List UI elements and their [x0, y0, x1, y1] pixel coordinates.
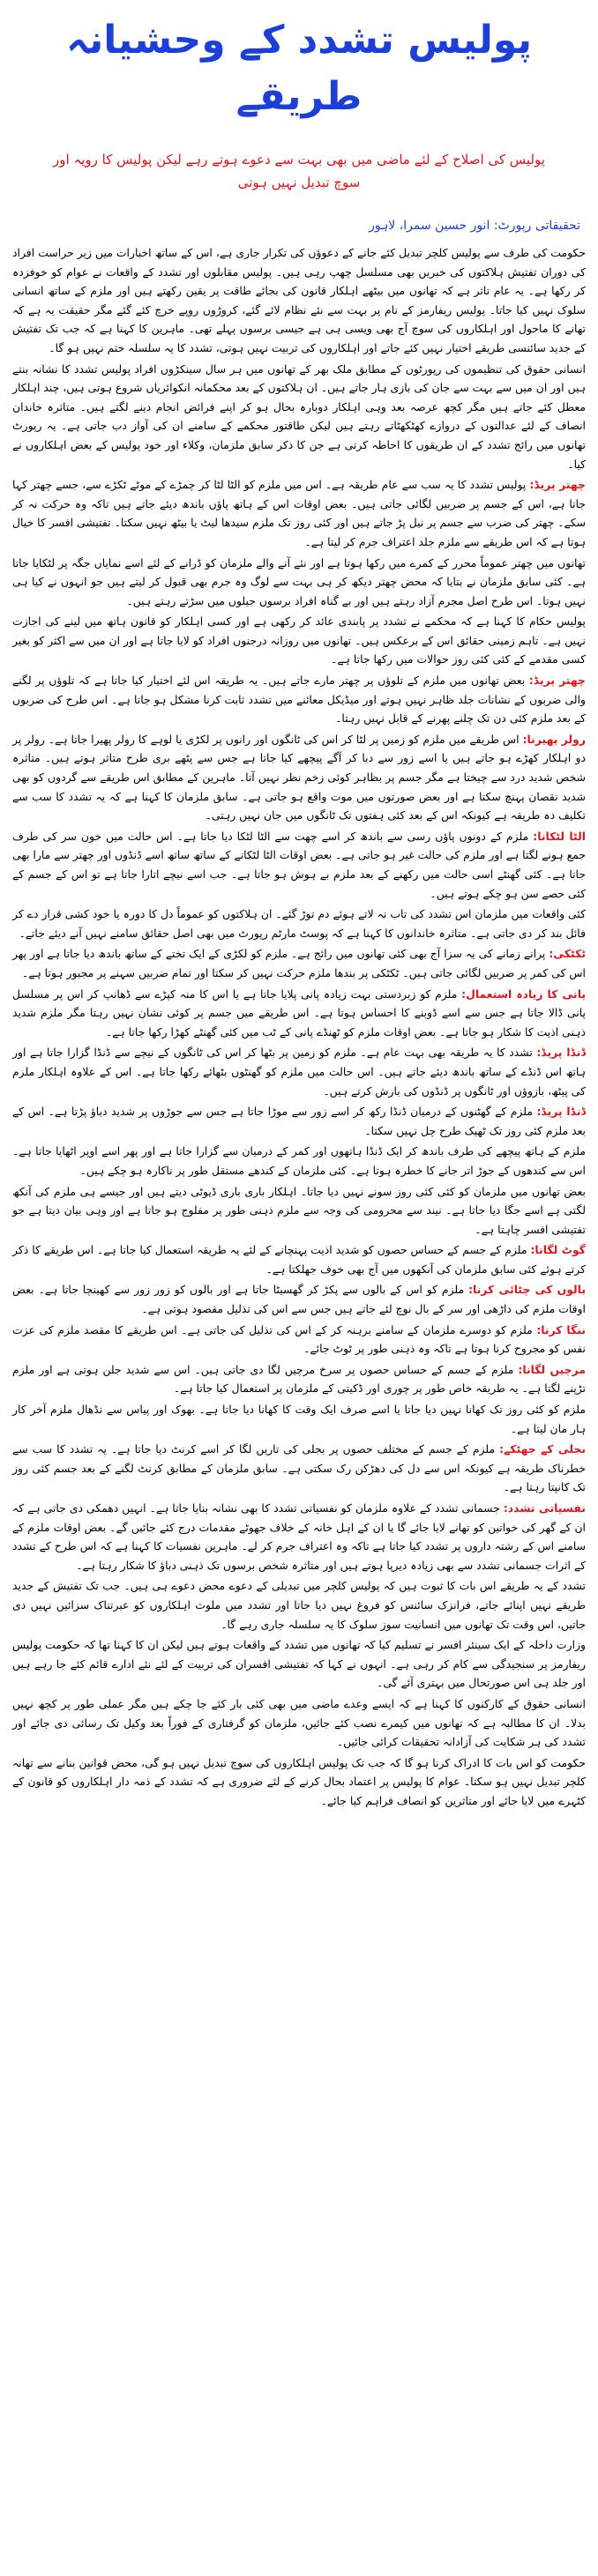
article-body: [12, 243, 586, 1811]
paragraph-text: ملزم کو زبردستی بہت زیادہ پانی پلایا جاتا ہے یا اس کا منہ کپڑے سے ڈھانپ کر اس پر مسلسل پانی ڈالا جاتا ہے جس سے اسے ڈوبنے کا احساس ہوتا ہے۔ اس طریقے میں جسم پر کوئی نشان نہیں رہتا مگر ملزم شدید ذہنی اذیت کا شکار ہو جاتا ہے۔ بعض اوقات ملزم کو ٹھنڈے پانی کے ٹب میں کئی گھنٹے کھڑا رکھا جاتا ہے۔: [12, 986, 586, 1039]
paragraph-text: ملزم کو دوسرے ملزمان کے سامنے برہنہ کر کے اس کی تذلیل کی جاتی ہے۔ اس طریقے کا مقصد ملزم کی عزت نفس کو مجروح کرنا ہوتا ہے تاکہ وہ ذہنی طور پر ٹوٹ جائے۔: [12, 1322, 586, 1356]
paragraph-text: پولیس تشدد کا یہ سب سے عام طریقہ ہے۔ اس میں ملزم کو الٹا لٹا کر چمڑے کے موٹے ٹکڑے سے، جسے چھتر کہا جاتا ہے، اس کے جسم پر ضربیں لگائی جاتی ہیں۔ بعض اوقات اس کے ہاتھ پاؤں باندھ دیئے جاتے ہیں تاکہ وہ حرکت نہ کر سکے۔ چھتر کی ضرب سے جسم پر نیل پڑ جاتے ہیں اور کئی روز تک ملزم سیدھا لیٹ یا بیٹھ نہیں سکتا۔ تفتیشی افسر کا خیال ہوتا ہے کہ اس طریقے سے ملزم جلد اعتراف جرم کر لیتا ہے۔: [12, 478, 586, 548]
section-label: ننگا کرنا:: [536, 1322, 586, 1336]
article-paragraph: [12, 243, 586, 358]
article-byline: تحقیقاتی رپورٹ: انور حسین سمرا، لاہور: [369, 219, 580, 233]
paragraph-text: کئی واقعات میں ملزمان اس تشدد کی تاب نہ لاتے ہوئے دم توڑ گئے۔ ان ہلاکتوں کو عموماً دل کا دورہ یا خود کشی قرار دے کر فائل بند کر دی جاتی ہے۔ متاثرہ خاندانوں کا کہنا ہے کہ پوسٹ مارٹم رپورٹ میں بھی اصل حقائق سامنے نہیں آنے دیئے جاتے۔: [12, 907, 586, 940]
paragraph-text: حکومت کو اس بات کا ادراک کرنا ہو گا کہ جب تک پولیس اہلکاروں کی سوچ تبدیل نہیں ہو گی، محض قوانین بنانے سے تھانہ کلچر تبدیل نہیں ہو سکتا۔ عوام کا پولیس پر اعتماد بحال کرنے کے لئے ضروری ہے کہ تشدد کے ذمہ دار اہلکاروں کو قانون کے کٹہرے میں لایا جائے اور متاثرین کو انصاف فراہم کیا جائے۔: [12, 1755, 586, 1807]
paragraph-text: انسانی حقوق کی تنظیموں کی رپورٹوں کے مطابق ملک بھر کے تھانوں میں ہر سال سینکڑوں افراد پولیس تشدد کا نشانہ بنتے ہیں اور ان میں سے بہت سے جان کی بازی ہار جاتے ہیں۔ ان ہلاکتوں کے بعد محکمانہ انکوائریاں شروع ہوتی ہیں، چند اہلکار معطل کئے جاتے ہیں مگر کچھ عرصہ بعد وہی اہلکار دوبارہ بحال ہو کر اپنے فرائض انجام دینے لگتے ہیں۔ متاثرہ خاندان انصاف کے لئے عدالتوں کے دروازے کھٹکھٹاتے رہتے ہیں لیکن طاقتور محکمے کے سامنے ان کی آواز دب جاتی ہے۔ یہ رپورٹ تھانوں میں رائج تشدد کے ان طریقوں کا احاطہ کرتی ہے جن کا ذکر سابق ملزمان، وکلاء اور خود پولیس کے بعض اہلکاروں نے کیا۔: [12, 361, 586, 471]
article-paragraph: [12, 1142, 586, 1180]
article-paragraph: [12, 1400, 586, 1438]
section-label: نفسیاتی تشدد:: [503, 1501, 586, 1515]
article-paragraph: [12, 1440, 586, 1497]
section-label: الٹا لٹکانا:: [533, 829, 587, 843]
section-label: چھتر پریڈ:: [528, 674, 586, 688]
article-paragraph: [12, 1321, 586, 1359]
section-label: بجلی کے جھٹکے:: [499, 1442, 587, 1456]
article-paragraph: [12, 612, 586, 669]
paragraph-text: تھانوں میں چھتر عموماً محرر کے کمرے میں رکھا ہوتا ہے اور نئے آنے والے ملزمان کو ڈرانے کے لئے اسے نمایاں جگہ پر لٹکایا جاتا ہے۔ کئی سابق ملزمان نے بتایا کہ محض چھتر دیکھ کر ہی بہت سے لوگ وہ جرم بھی قبول کر لیتے ہیں جو انہوں نے کیا ہی نہیں ہوتا۔ اس طرح اصل مجرم آزاد رہتے ہیں اور بے گناہ افراد برسوں جیلوں میں سڑتے رہتے ہیں۔: [12, 555, 586, 607]
article-paragraph: [12, 1694, 586, 1752]
article-paragraph: [12, 1499, 586, 1575]
paragraph-text: ملزم کے دونوں پاؤں رسی سے باندھ کر اسے چھت سے الٹا لٹکا دیا جاتا ہے۔ اس حالت میں خون سر کی طرف جمع ہونے لگتا ہے اور ملزم کی حالت غیر ہو جاتی ہے۔ بعض اوقات الٹا لٹکانے کے ساتھ ساتھ اسے ڈنڈوں اور چھتر سے مارا بھی جاتا ہے۔ کئی گھنٹے اسی حالت میں رکھنے کے بعد ملزم بے ہوش ہو جاتا ہے۔ جب اسے نیچے اتارا جاتا ہے تو اس کے جسم کے کئی حصے سن ہو چکے ہوتے ہیں۔: [12, 829, 586, 900]
paragraph-text: ملزم کے جسم کے حساس حصوں کو شدید اذیت پہنچانے کے لئے یہ طریقہ استعمال کیا جاتا ہے۔ اس طریقے کا ذکر کرتے ہوئے کئی سابق ملزمان کی آنکھوں میں آج بھی خوف جھلکتا ہے۔: [12, 1243, 586, 1276]
paragraph-text: پرانے زمانے کی یہ سزا آج بھی کئی تھانوں میں رائج ہے۔ ملزم کو لکڑی کے ایک تختے کے ساتھ باندھ دیا جاتا ہے اور پھر اس کی کمر پر ضربیں لگائی جاتی ہیں۔ ٹکٹکی پر بندھا ملزم حرکت نہیں کر سکتا اور تمام ضربیں سہنے پر مجبور ہوتا ہے۔: [12, 947, 586, 979]
paragraph-text: وزارت داخلہ کے ایک سینئر افسر نے تسلیم کیا کہ تھانوں میں تشدد کے واقعات ہوتے ہیں لیکن ان کا کہنا تھا کہ حکومت پولیس ریفارمز پر سنجیدگی سے کام کر رہی ہے۔ انہوں نے کہا کہ تفتیشی افسران کی تربیت کے لئے نئے ادارے قائم کئے جا رہے ہیں اور جلد ہی اس صورتحال میں بہتری آئے گی۔: [12, 1638, 586, 1690]
section-label: ڈنڈا پریڈ:: [536, 1105, 586, 1119]
article-paragraph: [12, 1360, 586, 1398]
paragraph-text: جسمانی تشدد کے علاوہ ملزمان کو نفسیاتی تشدد کا بھی نشانہ بنایا جاتا ہے۔ انہیں دھمکی دی جاتی ہے کہ ان کے گھر کی خواتین کو تھانے لایا جائے گا یا ان کے اہل خانہ کے خلاف جھوٹے مقدمات درج کئے جائیں گے۔ بعض اوقات ملزم کے سامنے اس کے رشتہ داروں پر تشدد کیا جاتا ہے تاکہ وہ اعتراف جرم کر لے۔ ماہرین نفسیات کا کہنا ہے کہ اس طرح کے تشدد کے اثرات جسمانی تشدد سے بھی زیادہ دیرپا ہوتے ہیں اور متاثرہ شخص برسوں تک ذہنی دباؤ کا شکار رہتا ہے۔: [12, 1501, 586, 1572]
article-paragraph: [12, 944, 586, 982]
article-paragraph: [12, 905, 586, 942]
section-label: ڈنڈا پریڈ:: [536, 1046, 586, 1060]
paragraph-text: ملزم کے جسم کے مختلف حصوں پر بجلی کی تاریں لگا کر اسے کرنٹ دیا جاتا ہے۔ یہ تشدد کا سب سے خطرناک طریقہ ہے کیونکہ اس سے دل کی دھڑکن رک سکتی ہے۔ سابق ملزمان کے مطابق کرنٹ لگنے کے بعد جسم کئی روز تک کانپتا رہتا ہے۔: [12, 1442, 586, 1494]
section-label: رولر پھیرنا:: [522, 732, 586, 746]
section-label: بالوں کی چٹائی کرنا:: [468, 1283, 586, 1297]
article-paragraph: [12, 1043, 586, 1100]
article-paragraph: [12, 985, 586, 1042]
article-paragraph: [12, 827, 586, 903]
paragraph-text: حکومت کی طرف سے پولیس کلچر تبدیل کئے جانے کے دعوؤں کی تکرار جاری ہے، اس کے ساتھ اخبارات میں زیر حراست افراد کی دوران تفتیش ہلاکتوں کی خبریں بھی مسلسل چھپ رہی ہیں۔ پولیس مقابلوں اور تشدد کے واقعات نے عوام کو خوفزدہ کر رکھا ہے۔ یہ عام تاثر ہے کہ تھانوں میں بیٹھے اہلکار قانون کی بجائے طاقت پر یقین رکھتے ہیں اور ملزم کے ساتھ انسانی سلوک نہیں کیا جاتا۔ پولیس ریفارمز کے نام پر بہت سے نئے نظام لائے گئے، کروڑوں روپے خرچ کئے گئے مگر حقیقت یہ ہے کہ تھانے کا ماحول اور اہلکاروں کی سوچ آج بھی ویسی ہی ہے جیسی برسوں پہلے تھی۔ ماہرین کا کہنا ہے کہ جب تک تفتیش کے جدید سائنسی طریقے اختیار نہیں کئے جاتے اور اہلکاروں کی تربیت نہیں ہوتی، تشدد کا یہ سلسلہ ختم نہیں ہو گا۔: [12, 246, 586, 354]
paragraph-text: تشدد کا یہ طریقہ بھی بہت عام ہے۔ ملزم کو زمین پر بٹھا کر اس کی ٹانگوں کے نیچے سے ڈنڈا گزارا جاتا ہے اور ہاتھ اس ڈنڈے کے ساتھ باندھ دیئے جاتے ہیں۔ اس حالت میں ملزم کو گھنٹوں بٹھائے رکھا جاتا ہے۔ اس کے علاوہ اہلکار ملزم کی پیٹھ، بازوؤں اور ٹانگوں پر ڈنڈوں کی بارش کرتے ہیں۔: [12, 1046, 586, 1098]
article-paragraph: [12, 730, 586, 825]
paragraph-text: ملزم کے ہاتھ پیچھے کی طرف باندھ کر ایک ڈنڈا ہاتھوں اور کمر کے درمیان سے گزارا جاتا ہے اور پھر اسے اوپر اٹھایا جاتا ہے۔ اس سے کندھوں کے جوڑ اتر جانے کا خطرہ ہوتا ہے۔ کئی ملزمان کے کندھے مستقل طور پر ناکارہ ہو چکے ہیں۔: [12, 1144, 586, 1177]
article-paragraph: [12, 554, 586, 611]
article-paragraph: [12, 1576, 586, 1634]
article-paragraph: [12, 475, 586, 551]
section-label: چھتر پریڈ:: [529, 478, 586, 492]
section-label: پانی کا زیادہ استعمال:: [461, 986, 586, 1001]
article-paragraph: [12, 1102, 586, 1140]
section-label: ٹکٹکی:: [549, 947, 586, 961]
article-title: پولیس تشدد کے وحشیانہ طریقے: [65, 18, 533, 119]
article-subtitle: پولیس کی اصلاح کے لئے ماضی میں بھی بہت سے دعوے ہوتے رہے لیکن پولیس کا رویہ اور سوچ تبدیل نہیں ہوتی: [53, 152, 545, 190]
paragraph-text: انسانی حقوق کے کارکنوں کا کہنا ہے کہ ایسے وعدے ماضی میں بھی کئی بار کئے جا چکے ہیں مگر عملی طور پر کچھ نہیں بدلا۔ ان کا مطالبہ ہے کہ تھانوں میں کیمرے نصب کئے جائیں، ملزمان کو گرفتاری کے فوراً بعد وکیل تک رسائی دی جائے اور تشدد کی ہر شکایت کی آزادانہ تحقیقات کرائی جائیں۔: [12, 1696, 586, 1749]
paragraph-text: بعض تھانوں میں ملزمان کو کئی کئی روز سونے نہیں دیا جاتا۔ اہلکار باری باری ڈیوٹی دیتے ہیں اور جیسے ہی ملزم کی آنکھ لگتی ہے اسے جگا دیا جاتا ہے۔ نیند سے محرومی کی وجہ سے ملزم ذہنی طور پر مفلوج ہو جاتا ہے اور وہی بیان دیتا ہے جو تفتیشی افسر چاہتا ہے۔: [12, 1184, 586, 1236]
article-paragraph: [12, 1182, 586, 1240]
paragraph-text: تشدد کے یہ طریقے اس بات کا ثبوت ہیں کہ پولیس کلچر میں تبدیلی کے دعوے محض دعوے ہی ہیں۔ جب تک تفتیش کے جدید طریقے نہیں اپنائے جاتے، فرانزک سائنس کو فروغ نہیں دیا جاتا اور تشدد میں ملوث اہلکاروں کو عبرتناک سزائیں نہیں دی جاتیں، اس وقت تک تھانوں میں انسانیت سوز سلوک کا یہ سلسلہ جاری رہے گا۔: [12, 1579, 586, 1631]
paragraph-text: ملزم کو کئی روز تک کھانا نہیں دیا جاتا یا اسے صرف ایک وقت کا کھانا دیا جاتا ہے۔ بھوک اور پیاس سے نڈھال ملزم آخر کار ہار مان لیتا ہے۔: [12, 1403, 586, 1435]
article-paragraph: [12, 1280, 586, 1318]
paragraph-text: اس طریقے میں ملزم کو زمین پر لٹا کر اس کی ٹانگوں اور رانوں پر لکڑی یا لوہے کا رولر پھیرا جاتا ہے۔ رولر پر دو اہلکار کھڑے ہو جاتے ہیں یا اسے زور سے دبا کر آگے پیچھے کیا جاتا ہے جس سے پٹھے بری طرح متاثر ہوتے ہیں۔ متاثرہ شخص شدید درد سے چیختا ہے مگر جسم پر بظاہر کوئی زخم نظر نہیں آتا۔ ماہرین کے مطابق اس طریقے سے گردوں کو بھی شدید نقصان پہنچ سکتا ہے اور بعض صورتوں میں موت واقع ہو جاتی ہے۔ سابق ملزمان کا کہنا ہے کہ یہ تشدد کا سب سے تکلیف دہ طریقہ ہے کیونکہ اس کے بعد کئی ہفتوں تک ٹانگوں میں جان نہیں رہتی۔: [12, 732, 586, 823]
article-paragraph: [12, 1240, 586, 1278]
paragraph-text: پولیس حکام کا کہنا ہے کہ محکمے نے تشدد پر پابندی عائد کر رکھی ہے اور کسی اہلکار کو قانون ہاتھ میں لینے کی اجازت نہیں ہے۔ تاہم زمینی حقائق اس کے برعکس ہیں۔ تھانوں میں روزانہ درجنوں افراد کو لایا جاتا ہے اور ان میں سے اکثر کو بغیر کسی مقدمے کے کئی کئی روز حوالات میں رکھا جاتا ہے۔: [12, 614, 586, 666]
article-paragraph: [12, 360, 586, 474]
article-paragraph: [12, 1635, 586, 1693]
article-paragraph: [12, 671, 586, 728]
article-paragraph: [12, 1753, 586, 1811]
section-label: گوٹ لگانا:: [530, 1243, 586, 1257]
section-label: مرچیں لگانا:: [518, 1362, 586, 1376]
paragraph-text: ملزم کے جسم کے حساس حصوں پر سرخ مرچیں لگا دی جاتی ہیں۔ اس سے شدید جلن ہوتی ہے اور ملزم تڑپنے لگتا ہے۔ یہ طریقہ خاص طور پر چوری اور ڈکیتی کے ملزمان پر استعمال کیا جاتا ہے۔: [12, 1362, 586, 1396]
paragraph-text: بعض تھانوں میں ملزم کے تلوؤں پر چھتر مارے جاتے ہیں۔ یہ طریقہ اس لئے اختیار کیا جاتا ہے کہ تلوؤں پر لگنے والی ضربوں کے نشانات جلد ظاہر نہیں ہوتے اور میڈیکل معائنے میں تشدد ثابت کرنا مشکل ہو جاتا ہے۔ اس طرح کی ضربوں کے بعد ملزم کئی دن تک چلنے پھرنے کے قابل نہیں رہتا۔: [12, 674, 586, 726]
paragraph-text: ملزم کو اس کے بالوں سے پکڑ کر گھسیٹا جاتا ہے اور بالوں کو زور زور سے کھینچا جاتا ہے۔ بعض اوقات ملزم کی داڑھی اور سر کے بال نوچ لئے جاتے ہیں جس سے اس کی تذلیل مقصود ہوتی ہے۔: [12, 1283, 586, 1316]
paragraph-text: ملزم کے گھٹنوں کے درمیان ڈنڈا رکھ کر اسے زور سے موڑا جاتا ہے جس سے جوڑوں پر شدید دباؤ پڑتا ہے۔ اس کے بعد ملزم کئی روز تک ٹھیک طرح چل نہیں سکتا۔: [12, 1105, 586, 1137]
